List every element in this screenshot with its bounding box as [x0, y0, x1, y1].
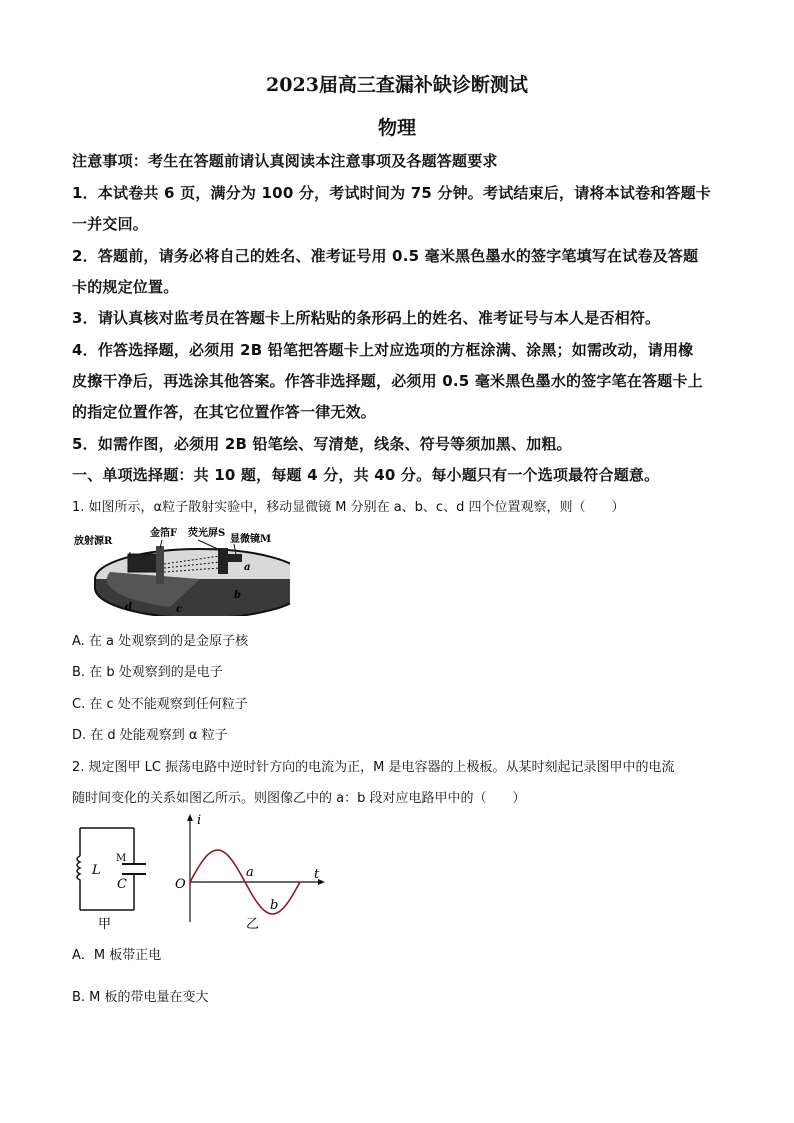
- notice-line: 1．本试卷共 6 页，满分为 100 分，考试时间为 75 分钟。考试结束后，请将本试卷和答题卡: [72, 184, 711, 202]
- section-heading: 一、单项选择题：共 10 题，每题 4 分，共 40 分。每小题只有一个选项最符合题意。: [72, 466, 660, 484]
- label-source: 放射源R: [74, 536, 113, 547]
- question-2-stem-line1: 2. 规定图甲 LC 振荡电路中逆时针方向的电流为正，M 是电容器的上极板。从某时刻起记录图甲中的电流: [72, 760, 675, 775]
- notice-line: 卡的规定位置。: [72, 278, 179, 296]
- circuit-wires: [80, 828, 134, 910]
- graph-caption: 乙: [246, 917, 260, 932]
- question-1-option-b: B. 在 b 处观察到的是电子: [72, 665, 223, 680]
- inductor-coil: [77, 856, 80, 884]
- label-a: a: [244, 562, 251, 573]
- notice-line: 皮擦干净后，再选涂其他答案。作答非选择题，必须用 0.5 毫米黑色墨水的签字笔在答题卡上: [72, 372, 703, 390]
- alpha-scattering-figure: [70, 524, 290, 616]
- y-axis-label: i: [197, 813, 202, 828]
- question-2-option-b: B. M 板的带电量在变大: [72, 990, 209, 1005]
- question-1-option-a: A. 在 a 处观察到的是金原子核: [72, 634, 249, 649]
- label-screen: 荧光屏S: [188, 528, 226, 539]
- current-time-graph: [170, 810, 330, 935]
- question-2-stem-line2: 随时间变化的关系如图乙所示。则图像乙中的 a：b 段对应电路甲中的（ ）: [72, 791, 526, 806]
- screen: [218, 548, 228, 574]
- label-c: c: [176, 604, 183, 615]
- notice-line: 3．请认真核对监考员在答题卡上所粘贴的条形码上的姓名、准考证号与本人是否相符。: [72, 309, 661, 327]
- question-2-option-a: A．M 板带正电: [72, 948, 162, 963]
- exam-title: 2023届高三查漏补缺诊断测试: [266, 74, 528, 96]
- label-d: d: [125, 602, 132, 613]
- origin-label: O: [175, 877, 186, 892]
- notice-line: 4．作答选择题，必须用 2B 铅笔把答题卡上对应选项的方框涂满、涂黑；如需改动，请用橡: [72, 341, 694, 359]
- lc-circuit-figure: [70, 818, 160, 933]
- notice-line: 的指定位置作答，在其它位置作答一律无效。: [72, 403, 377, 421]
- label-foil: 金箔F: [150, 528, 178, 539]
- notice-line: 一并交回。: [72, 215, 149, 233]
- inductor-label: L: [92, 863, 101, 878]
- plate-m-label: M: [116, 853, 127, 864]
- label-b: b: [234, 590, 241, 601]
- y-axis-arrow: [187, 814, 193, 821]
- notice-line: 2．答题前，请务必将自己的姓名、准考证号用 0.5 毫米黑色墨水的签字笔填写在试卷及答题: [72, 247, 699, 265]
- label-microscope: 显微镜M: [230, 534, 272, 545]
- microscope: [228, 554, 242, 562]
- circuit-caption: 甲: [98, 917, 112, 932]
- capacitor-label: C: [117, 877, 127, 892]
- segment-b-label: b: [270, 898, 279, 913]
- question-1-option-d: D. 在 d 处能观察到 α 粒子: [72, 728, 228, 743]
- subject-title: 物理: [377, 117, 416, 139]
- notice-line: 5．如需作图，必须用 2B 铅笔绘、写清楚，线条、符号等须加黑、加粗。: [72, 435, 572, 453]
- question-1-option-c: C. 在 c 处不能观察到任何粒子: [72, 697, 248, 712]
- segment-a-label: a: [246, 865, 254, 880]
- gold-foil: [156, 546, 164, 584]
- question-1-stem: 1. 如图所示，α粒子散射实验中，移动显微镜 M 分别在 a、b、c、d 四个位置观察，则（ ）: [72, 500, 625, 515]
- x-axis-label: t: [314, 867, 320, 882]
- notice-heading: 注意事项：考生在答题前请认真阅读本注意事项及各题答题要求: [72, 152, 498, 170]
